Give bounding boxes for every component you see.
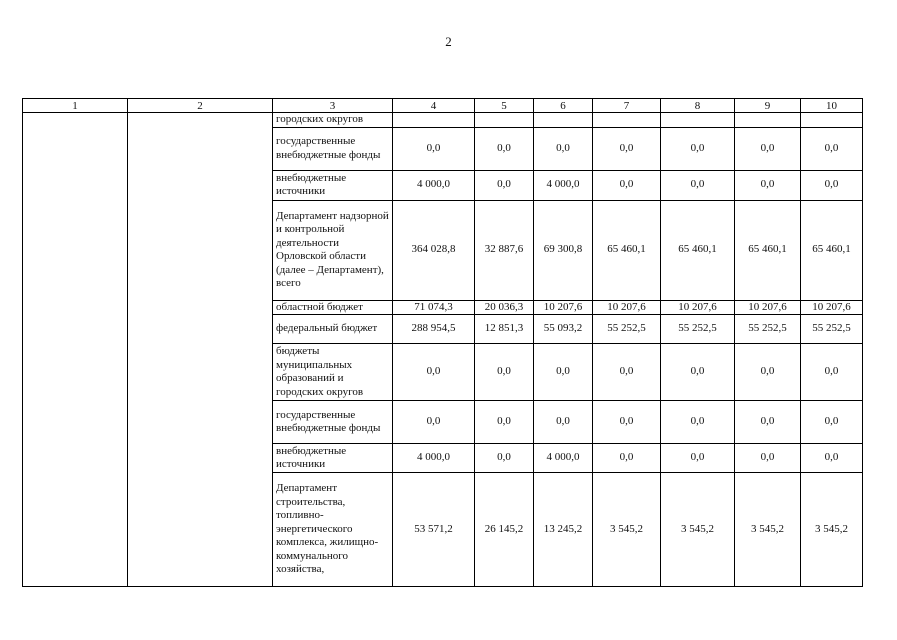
- cell-value: 4 000,0: [534, 170, 593, 200]
- cell-value: [661, 113, 735, 128]
- budget-table: [22, 98, 863, 587]
- row-label: бюджеты муниципальных образований и городских округов: [273, 344, 393, 401]
- cell-value: [801, 113, 863, 128]
- cell-col-1: [23, 113, 128, 587]
- cell-value: 0,0: [393, 344, 475, 401]
- row-label: государственные внебюджетные фонды: [273, 401, 393, 444]
- cell-value: 3 545,2: [593, 473, 661, 587]
- cell-value: 0,0: [593, 344, 661, 401]
- cell-value: 3 545,2: [735, 473, 801, 587]
- header-col-6: 6: [534, 99, 593, 113]
- header-col-7: 7: [593, 99, 661, 113]
- row-label: Департамент надзорной и контрольной деятельности Орловской области (далее – Департамент), всего: [273, 200, 393, 300]
- cell-value: 65 460,1: [661, 200, 735, 300]
- cell-value: 65 460,1: [593, 200, 661, 300]
- cell-value: 0,0: [801, 127, 863, 170]
- row-label: городских округов: [273, 113, 393, 128]
- cell-value: 0,0: [661, 401, 735, 444]
- cell-value: 0,0: [801, 401, 863, 444]
- cell-value: 26 145,2: [475, 473, 534, 587]
- cell-value: 0,0: [475, 344, 534, 401]
- header-col-3: 3: [273, 99, 393, 113]
- header-col-9: 9: [735, 99, 801, 113]
- cell-value: 53 571,2: [393, 473, 475, 587]
- cell-value: 55 093,2: [534, 315, 593, 344]
- page-number: 2: [445, 34, 452, 49]
- cell-value: 71 074,3: [393, 300, 475, 315]
- cell-value: 0,0: [661, 127, 735, 170]
- cell-value: 55 252,5: [801, 315, 863, 344]
- cell-value: 20 036,3: [475, 300, 534, 315]
- header-row: [23, 99, 863, 113]
- row-label: внебюджетные источники: [273, 444, 393, 473]
- cell-value: 0,0: [735, 127, 801, 170]
- cell-value: 69 300,8: [534, 200, 593, 300]
- row-label: областной бюджет: [273, 300, 393, 315]
- cell-value: 10 207,6: [735, 300, 801, 315]
- cell-value: 4 000,0: [393, 170, 475, 200]
- cell-value: 0,0: [534, 401, 593, 444]
- cell-value: 0,0: [475, 170, 534, 200]
- cell-value: 3 545,2: [801, 473, 863, 587]
- cell-value: 0,0: [735, 344, 801, 401]
- cell-value: 0,0: [593, 444, 661, 473]
- cell-value: 55 252,5: [735, 315, 801, 344]
- cell-value: 0,0: [475, 444, 534, 473]
- header-col-10: 10: [801, 99, 863, 113]
- cell-value: 32 887,6: [475, 200, 534, 300]
- row-label: внебюджетные источники: [273, 170, 393, 200]
- cell-value: 0,0: [475, 127, 534, 170]
- cell-value: 10 207,6: [534, 300, 593, 315]
- cell-value: 0,0: [534, 127, 593, 170]
- header-col-5: 5: [475, 99, 534, 113]
- row-label: государственные внебюджетные фонды: [273, 127, 393, 170]
- header-col-2: 2: [128, 99, 273, 113]
- row-label: Департамент строительства, топливно-энергетического комплекса, жилищно-коммунального хозяйства,: [273, 473, 393, 587]
- cell-value: 0,0: [593, 127, 661, 170]
- cell-value: 0,0: [801, 344, 863, 401]
- cell-value: [735, 113, 801, 128]
- cell-value: 10 207,6: [801, 300, 863, 315]
- cell-value: 0,0: [801, 444, 863, 473]
- header-col-4: 4: [393, 99, 475, 113]
- cell-value: [475, 113, 534, 128]
- cell-value: 0,0: [661, 344, 735, 401]
- cell-value: 4 000,0: [393, 444, 475, 473]
- cell-value: 65 460,1: [801, 200, 863, 300]
- cell-value: 3 545,2: [661, 473, 735, 587]
- cell-value: 0,0: [735, 444, 801, 473]
- cell-value: 0,0: [393, 127, 475, 170]
- cell-value: 288 954,5: [393, 315, 475, 344]
- header-col-1: 1: [23, 99, 128, 113]
- cell-value: 364 028,8: [393, 200, 475, 300]
- header-col-8: 8: [661, 99, 735, 113]
- table-row: [23, 113, 863, 128]
- cell-value: 0,0: [393, 401, 475, 444]
- cell-value: 0,0: [801, 170, 863, 200]
- cell-value: [593, 113, 661, 128]
- cell-value: 0,0: [661, 444, 735, 473]
- cell-value: 0,0: [661, 170, 735, 200]
- cell-value: 0,0: [735, 401, 801, 444]
- row-label: федеральный бюджет: [273, 315, 393, 344]
- cell-value: 0,0: [475, 401, 534, 444]
- cell-value: 65 460,1: [735, 200, 801, 300]
- cell-col-2: [128, 113, 273, 587]
- cell-value: 4 000,0: [534, 444, 593, 473]
- cell-value: [393, 113, 475, 128]
- cell-value: 55 252,5: [661, 315, 735, 344]
- cell-value: 0,0: [534, 344, 593, 401]
- cell-value: 55 252,5: [593, 315, 661, 344]
- cell-value: 10 207,6: [593, 300, 661, 315]
- cell-value: [534, 113, 593, 128]
- cell-value: 0,0: [593, 401, 661, 444]
- cell-value: 13 245,2: [534, 473, 593, 587]
- cell-value: 0,0: [735, 170, 801, 200]
- cell-value: 12 851,3: [475, 315, 534, 344]
- cell-value: 10 207,6: [661, 300, 735, 315]
- cell-value: 0,0: [593, 170, 661, 200]
